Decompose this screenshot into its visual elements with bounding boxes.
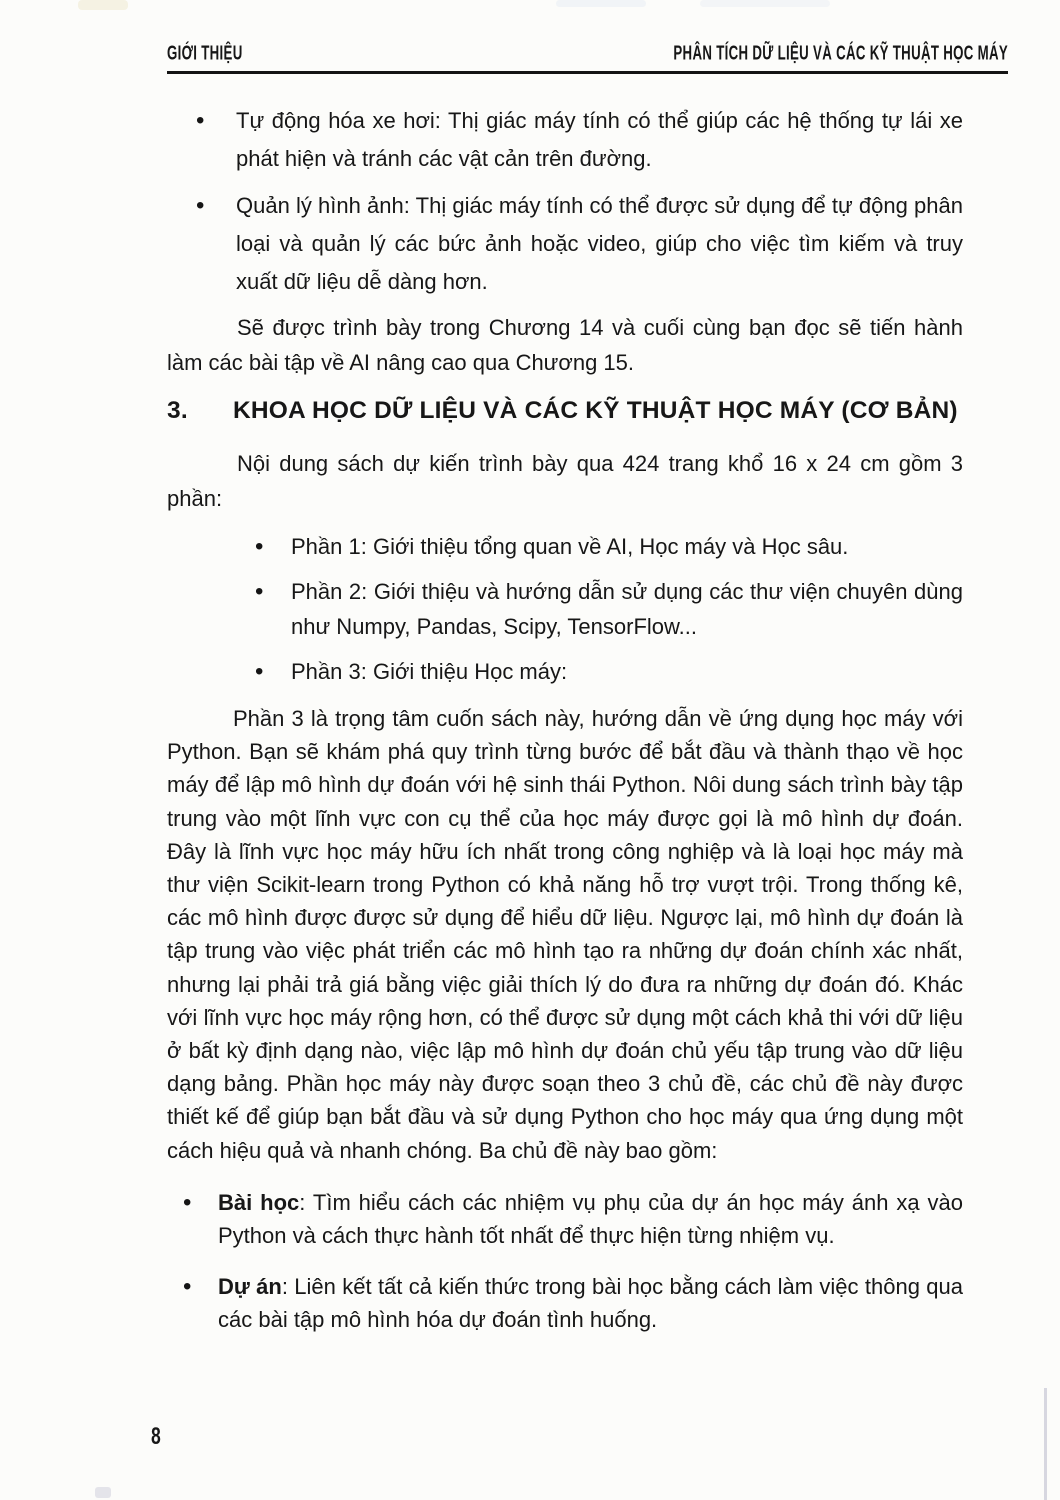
list-item-text: Quản lý hình ảnh: Thị giác máy tính có thể được sử dụng để tự động phân loại và quản lý các bức ảnh hoặc video, giúp cho việc tìm kiếm và truy xuất dữ liệu dễ dàng hơn. <box>236 193 963 294</box>
bullet-icon: • <box>196 107 205 134</box>
section-number: 3. <box>167 397 188 424</box>
list-item-topic-lessons <box>167 1186 963 1253</box>
list-item-part-1 <box>167 529 963 564</box>
bullet-icon: • <box>255 533 264 560</box>
topic-text: : Tìm hiểu cách các nhiệm vụ phụ của dự án học máy ánh xạ vào Python và cách thực hành tốt nhất để thực hiện từng nhiệm vụ. <box>218 1189 963 1249</box>
list-item-text: Phần 2: Giới thiệu và hướng dẫn sử dụng các thư viện chuyên dùng như Numpy, Pandas, Scipy, TensorFlow... <box>291 579 963 639</box>
list-item-text: Phần 3: Giới thiệu Học máy: <box>291 659 568 684</box>
list-item-part-2 <box>167 574 963 644</box>
topic-text: : Liên kết tất cả kiến thức trong bài học bằng cách làm việc thông qua các bài tập mô hình hóa dự đoán tình huống. <box>218 1273 963 1333</box>
list-item-part-3 <box>167 654 963 689</box>
topic-label: Bài học <box>218 1189 300 1215</box>
part-bullet-list <box>167 529 963 689</box>
bullet-icon: • <box>183 1188 192 1216</box>
list-item-vision-2 <box>167 187 963 301</box>
running-head-left: GIỚI THIỆU <box>167 41 243 64</box>
paragraph-book-overview: Nội dung sách dự kiến trình bày qua 424 trang khổ 16 x 24 cm gồm 3 phần: <box>167 451 963 511</box>
paragraph-part3-detail: Phần 3 là trọng tâm cuốn sách này, hướng dẫn về ứng dụng học máy với Python. Bạn sẽ khám phá quy trình từng bước để bắt đầu và thành thạo về học máy để lập mô hình dự đoán với hệ sinh thái Python. Nôi dung sách trình bày tập trung vào một lĩnh vực con cụ thể của học máy được gọi là mô hình dự đoán. Đây là lĩnh vực học máy hữu ích nhất trong công nghiệp và là loại học máy mà thư viện Scikit-learn trong Python có khả năng hỗ trợ vượt trội. Trong thống kê, các mô hình được được sử dụng để hiểu dữ liệu. Ngược lại, mô hình dự đoán là tập trung vào việc phát triển các mô hình tạo ra những dự đoán chính xác nhất, nhưng lại phải trả giá bằng việc giải thích lý do đưa ra những dự đoán đó. Khác với lĩnh vực học máy rộng hơn, có thể được sử dụng một cách khả thi với dữ liệu ở bất kỳ định dạng nào, việc lập mô hình dự đoán chủ yếu tập trung vào dữ liệu dạng bảng. Phần học máy này được soạn theo 3 chủ đề, các chủ đề này được thiết kế để giúp bạn bắt đầu và sử dụng Python cho học máy qua ứng dụng một cách hiệu quả và nhanh chóng. Ba chủ đề này bao gồm: <box>167 706 963 1163</box>
list-item-text: Phần 1: Giới thiệu tổng quan về AI, Học máy và Học sâu. <box>291 534 849 559</box>
bullet-icon: • <box>255 658 264 685</box>
topic-bullet-list <box>167 1186 963 1337</box>
page-header <box>167 41 1008 74</box>
bullet-icon: • <box>196 192 205 219</box>
list-item-vision-1 <box>167 102 963 178</box>
page-number: 8 <box>151 1422 161 1450</box>
list-item-text: Tự động hóa xe hơi: Thị giác máy tính có thể giúp các hệ thống tự lái xe phát hiện và tránh các vật cản trên đường. <box>236 108 963 171</box>
list-item-topic-projects <box>167 1270 963 1337</box>
section-heading <box>167 395 963 427</box>
bullet-icon: • <box>255 578 264 605</box>
vision-bullet-list <box>167 102 963 301</box>
running-head-right: PHÂN TÍCH DỮ LIỆU VÀ CÁC KỸ THUẬT HỌC MÁY <box>673 41 1008 64</box>
section-title: KHOA HỌC DỮ LIỆU VÀ CÁC KỸ THUẬT HỌC MÁY (CƠ BẢN) <box>233 397 958 424</box>
bullet-icon: • <box>183 1272 192 1300</box>
paragraph-chapter-note: Sẽ được trình bày trong Chương 14 và cuối cùng bạn đọc sẽ tiến hành làm các bài tập về AI nâng cao qua Chương 15. <box>167 315 963 375</box>
topic-label: Dự án <box>218 1273 282 1299</box>
